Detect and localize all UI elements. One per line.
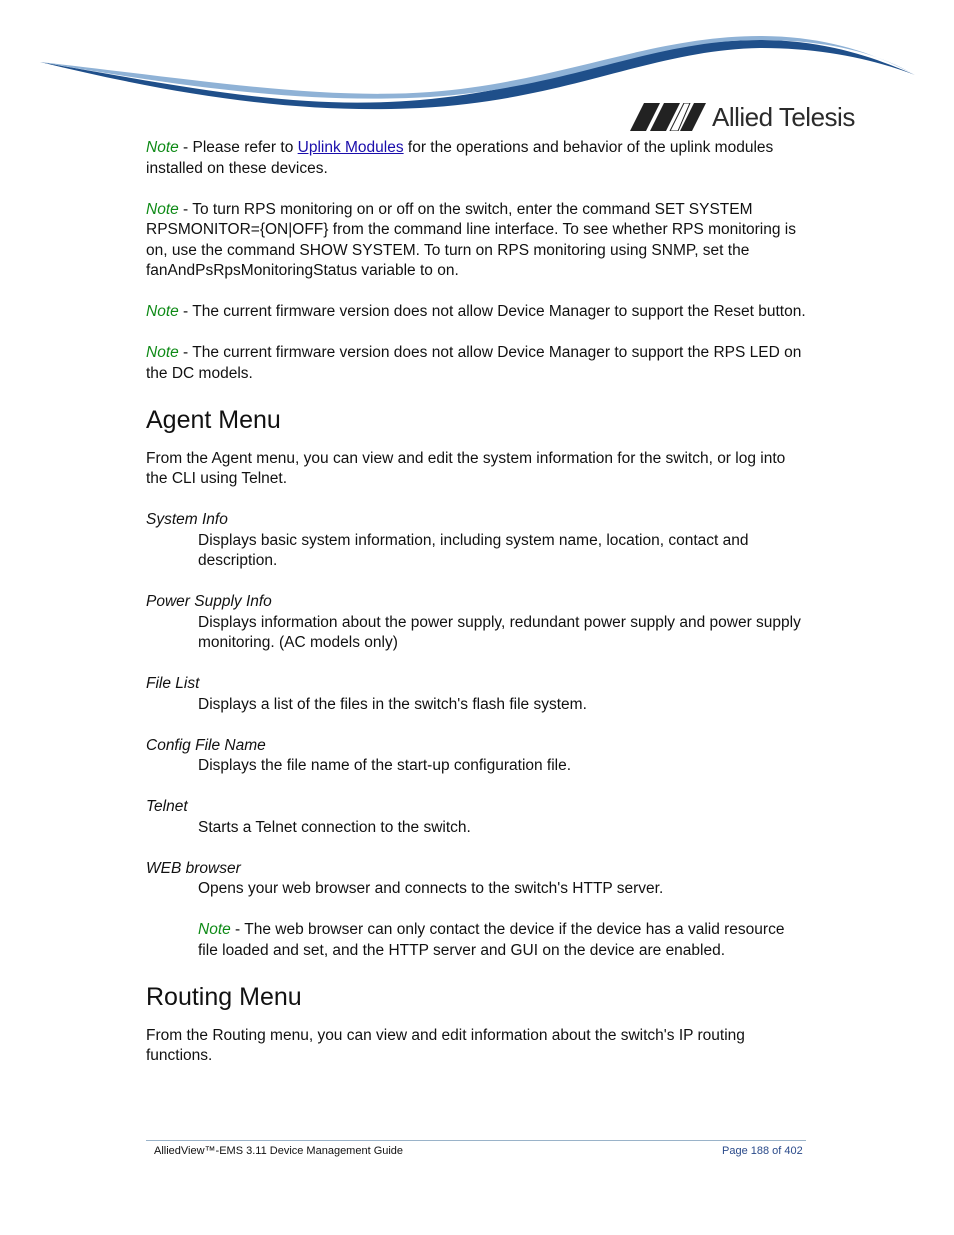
allied-telesis-logo	[630, 100, 855, 134]
uplink-modules-link[interactable]: Uplink Modules	[297, 139, 404, 156]
menu-item-desc: Displays the file name of the start-up configuration file.	[198, 757, 572, 774]
note-label: Note	[198, 921, 231, 938]
footer-page-number: Page 188 of 402	[722, 1145, 803, 1157]
menu-item-desc-block	[198, 879, 806, 961]
menu-item-term: WEB browser	[146, 859, 241, 877]
menu-item-term: System Info	[146, 511, 228, 528]
note-label: Note	[146, 200, 179, 218]
note-label: Note	[146, 303, 179, 320]
brand-name: Allied Telesis	[712, 101, 855, 132]
menu-item-term: Power Supply Info	[146, 593, 272, 610]
note-reset-button: Note - The current firmware version does not allow Device Manager to support the Reset button.	[146, 303, 806, 320]
document-body	[146, 138, 806, 1087]
note-uplink: Note - Please refer to Uplink Modules for the operations and behavior of the uplink modules installed on these devices.	[146, 139, 774, 177]
agent-menu-heading: Agent Menu	[146, 405, 281, 434]
footer-document-title: AlliedView™-EMS 3.11 Device Management Guide	[154, 1145, 404, 1157]
allied-telesis-mark-icon	[630, 103, 706, 131]
routing-menu-heading: Routing Menu	[146, 982, 302, 1011]
menu-item-desc: Displays basic system information, including system name, location, contact and description.	[198, 531, 749, 569]
menu-item-desc: Displays information about the power supply, redundant power supply and power supply monitoring. (AC models only)	[198, 613, 801, 651]
note-label: Note	[146, 139, 179, 156]
menu-item-term: Telnet	[146, 798, 188, 815]
footer-divider	[146, 1140, 806, 1141]
menu-item-desc: Starts a Telnet connection to the switch.	[198, 818, 471, 836]
note-web-browser: Note - The web browser can only contact the device if the device has a valid resource file loaded and set, and the HTTP server and GUI on the device are enabled.	[198, 921, 785, 959]
routing-menu-intro: From the Routing menu, you can view and edit information about the switch's IP routing functions.	[146, 1026, 745, 1064]
note-rps-led: Note - The current firmware version does not allow Device Manager to support the RPS LED on the DC models.	[146, 344, 802, 382]
menu-item-term: File List	[146, 675, 200, 692]
note-rps-monitoring: Note - To turn RPS monitoring on or off on the switch, enter the command SET SYSTEM RPSMONITOR={ON|OFF} from the command line interface. To see whether RPS monitoring is on, use the command SHOW SYSTEM. To turn on RPS monitoring using SNMP, set the fanAndPsRpsMonitoringStatus variable to on.	[146, 200, 796, 279]
agent-menu-items	[146, 510, 806, 961]
menu-item-desc: Displays a list of the files in the switch's flash file system.	[198, 695, 587, 713]
agent-menu-intro: From the Agent menu, you can view and edit the system information for the switch, or log into the CLI using Telnet.	[146, 449, 786, 487]
note-label: Note	[146, 344, 179, 361]
menu-item-desc: Opens your web browser and connects to the switch's HTTP server.	[198, 880, 664, 897]
menu-item-term: Config File Name	[146, 736, 266, 754]
